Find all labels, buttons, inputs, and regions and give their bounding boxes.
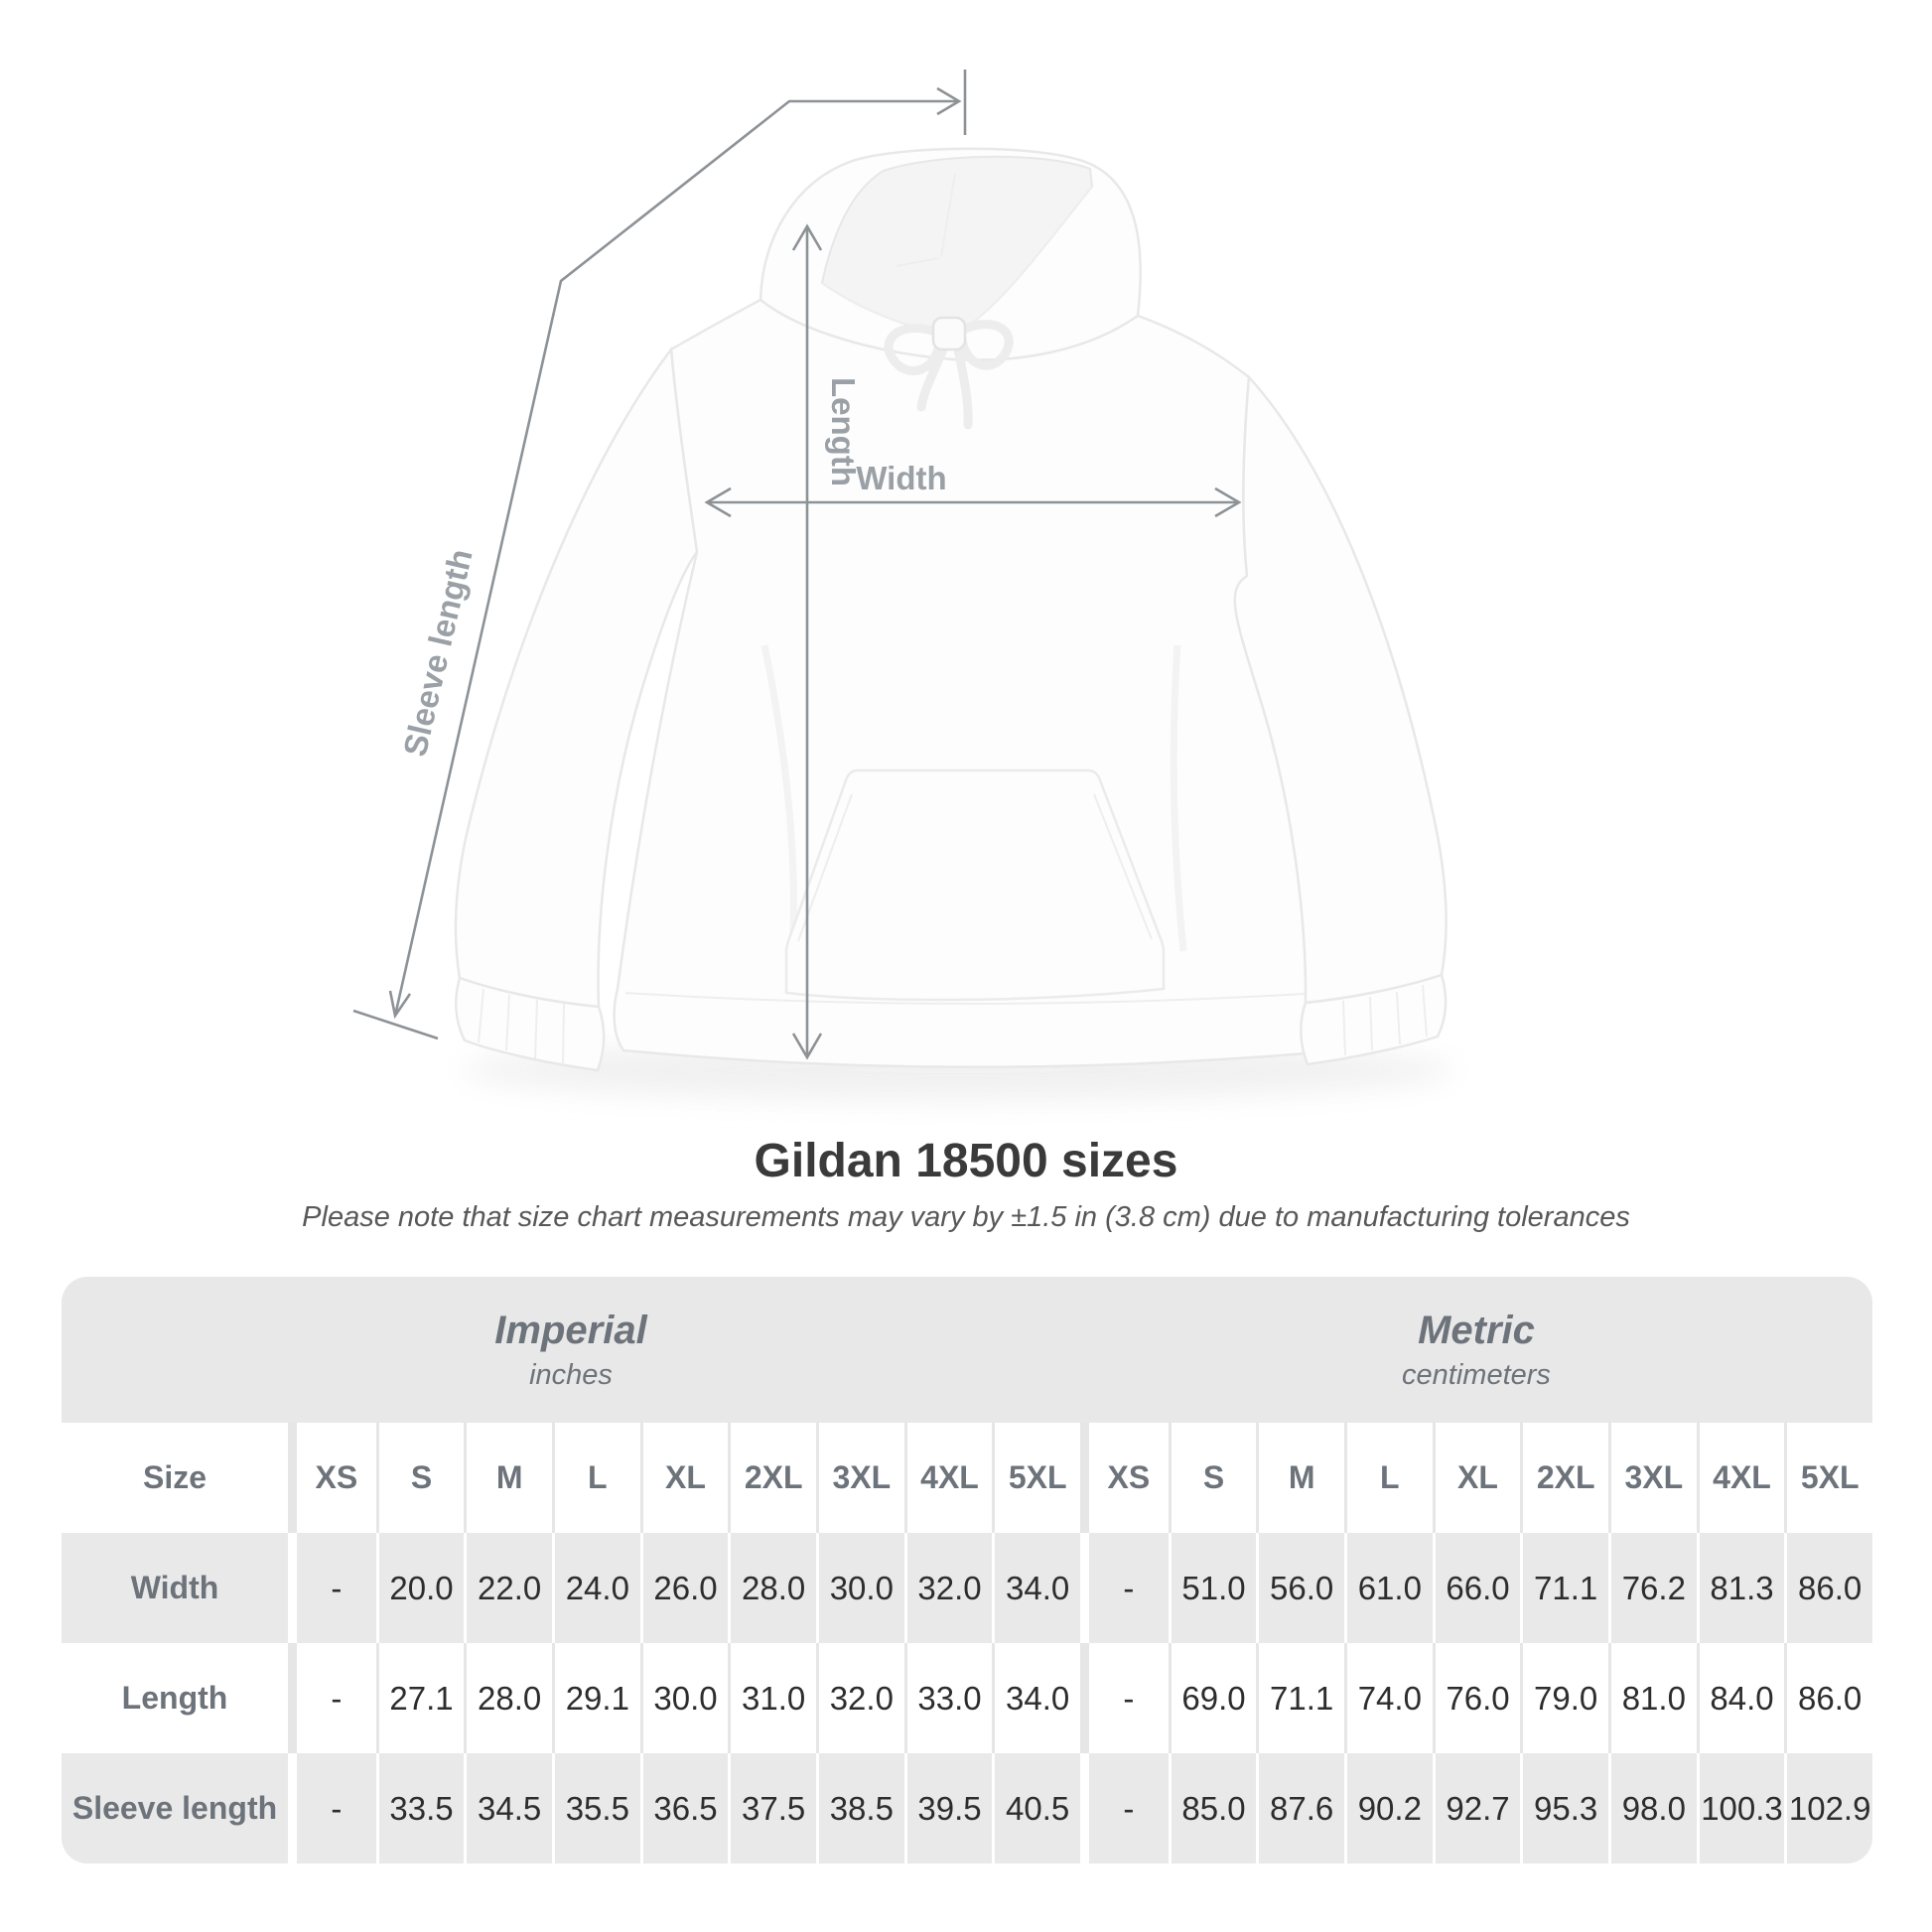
value-cell: 34.0 <box>992 1533 1080 1643</box>
metric-unit: centimeters <box>1402 1358 1551 1391</box>
value-cell: 22.0 <box>464 1533 552 1643</box>
length-row <box>62 1643 1872 1753</box>
value-cell: 26.0 <box>640 1533 729 1643</box>
row-label: Width <box>130 1570 219 1605</box>
value-cell: 20.0 <box>376 1533 465 1643</box>
value-cell: 51.0 <box>1169 1533 1257 1643</box>
value-cell: 34.5 <box>464 1753 552 1863</box>
size-col-header: Size <box>142 1459 207 1495</box>
value-cell: 35.5 <box>552 1753 640 1863</box>
value-cell: 28.0 <box>464 1643 552 1753</box>
value-cell: 95.3 <box>1520 1753 1608 1863</box>
size-header: 3XL <box>1608 1423 1697 1533</box>
value-cell: 33.5 <box>376 1753 465 1863</box>
value-cell: 34.0 <box>992 1643 1080 1753</box>
metric-section-header <box>1080 1277 1872 1423</box>
value-cell: 98.0 <box>1608 1753 1697 1863</box>
value-cell: 76.0 <box>1433 1643 1521 1753</box>
imperial-section-header <box>62 1277 1080 1423</box>
size-header-row <box>62 1423 1872 1533</box>
value-cell: - <box>288 1533 376 1643</box>
value-cell: 61.0 <box>1344 1533 1433 1643</box>
value-cell: 81.0 <box>1608 1643 1697 1753</box>
value-cell: 40.5 <box>992 1753 1080 1863</box>
value-cell: 102.9 <box>1784 1753 1872 1863</box>
value-cell: - <box>288 1643 376 1753</box>
size-header: L <box>1344 1423 1433 1533</box>
size-header: XS <box>288 1423 376 1533</box>
size-header: 4XL <box>904 1423 993 1533</box>
value-cell: 79.0 <box>1520 1643 1608 1753</box>
size-header: XS <box>1080 1423 1169 1533</box>
value-cell: 28.0 <box>728 1533 816 1643</box>
value-cell: 31.0 <box>728 1643 816 1753</box>
value-cell: 84.0 <box>1697 1643 1785 1753</box>
tolerance-note: Please note that size chart measurements may vary by ±1.5 in (3.8 cm) due to manufacturing tolerances <box>302 1201 1630 1233</box>
value-cell: 86.0 <box>1784 1643 1872 1753</box>
value-cell: 27.1 <box>376 1643 465 1753</box>
size-header: M <box>464 1423 552 1533</box>
row-label: Length <box>121 1680 228 1716</box>
size-header: XL <box>640 1423 729 1533</box>
size-header: S <box>376 1423 465 1533</box>
metric-title: Metric <box>1418 1308 1535 1352</box>
value-cell: - <box>1080 1533 1169 1643</box>
value-cell: 38.5 <box>816 1753 904 1863</box>
size-header: 3XL <box>816 1423 904 1533</box>
value-cell: 87.6 <box>1256 1753 1344 1863</box>
value-cell: 100.3 <box>1697 1753 1785 1863</box>
hoodie-illustration <box>456 149 1447 1070</box>
value-cell: 76.2 <box>1608 1533 1697 1643</box>
value-cell: 66.0 <box>1433 1533 1521 1643</box>
value-cell: 32.0 <box>816 1643 904 1753</box>
imperial-title: Imperial <box>494 1308 647 1352</box>
value-cell: 29.1 <box>552 1643 640 1753</box>
size-header: 5XL <box>1784 1423 1872 1533</box>
value-cell: - <box>288 1753 376 1863</box>
value-cell: 90.2 <box>1344 1753 1433 1863</box>
value-cell: 30.0 <box>816 1533 904 1643</box>
value-cell: 32.0 <box>904 1533 993 1643</box>
row-label: Sleeve length <box>71 1790 278 1826</box>
size-header: 4XL <box>1697 1423 1785 1533</box>
size-header: S <box>1169 1423 1257 1533</box>
size-header: 2XL <box>1520 1423 1608 1533</box>
value-cell: 37.5 <box>728 1753 816 1863</box>
size-table <box>62 1277 1872 1863</box>
value-cell: 92.7 <box>1433 1753 1521 1863</box>
value-cell: 71.1 <box>1256 1643 1344 1753</box>
value-cell: 81.3 <box>1697 1533 1785 1643</box>
width-label: Width <box>856 460 947 496</box>
imperial-unit: inches <box>529 1358 613 1391</box>
value-cell: - <box>1080 1643 1169 1753</box>
value-cell: 24.0 <box>552 1533 640 1643</box>
unit-band <box>62 1277 1872 1423</box>
size-header: L <box>552 1423 640 1533</box>
value-cell: 36.5 <box>640 1753 729 1863</box>
length-label: Length <box>825 377 862 486</box>
size-chart-title: Gildan 18500 sizes <box>754 1135 1178 1187</box>
value-cell: 71.1 <box>1520 1533 1608 1643</box>
value-cell: 86.0 <box>1784 1533 1872 1643</box>
sleeve-length-label: Sleeve length <box>395 545 480 760</box>
size-header: XL <box>1433 1423 1521 1533</box>
size-header: M <box>1256 1423 1344 1533</box>
size-header: 2XL <box>728 1423 816 1533</box>
value-cell: 74.0 <box>1344 1643 1433 1753</box>
value-cell: 33.0 <box>904 1643 993 1753</box>
value-cell: - <box>1080 1753 1169 1863</box>
value-cell: 39.5 <box>904 1753 993 1863</box>
width-row <box>62 1533 1872 1643</box>
value-cell: 85.0 <box>1169 1753 1257 1863</box>
size-header: 5XL <box>992 1423 1080 1533</box>
value-cell: 69.0 <box>1169 1643 1257 1753</box>
sleeve-length-row <box>62 1753 1872 1863</box>
value-cell: 56.0 <box>1256 1533 1344 1643</box>
value-cell: 30.0 <box>640 1643 729 1753</box>
